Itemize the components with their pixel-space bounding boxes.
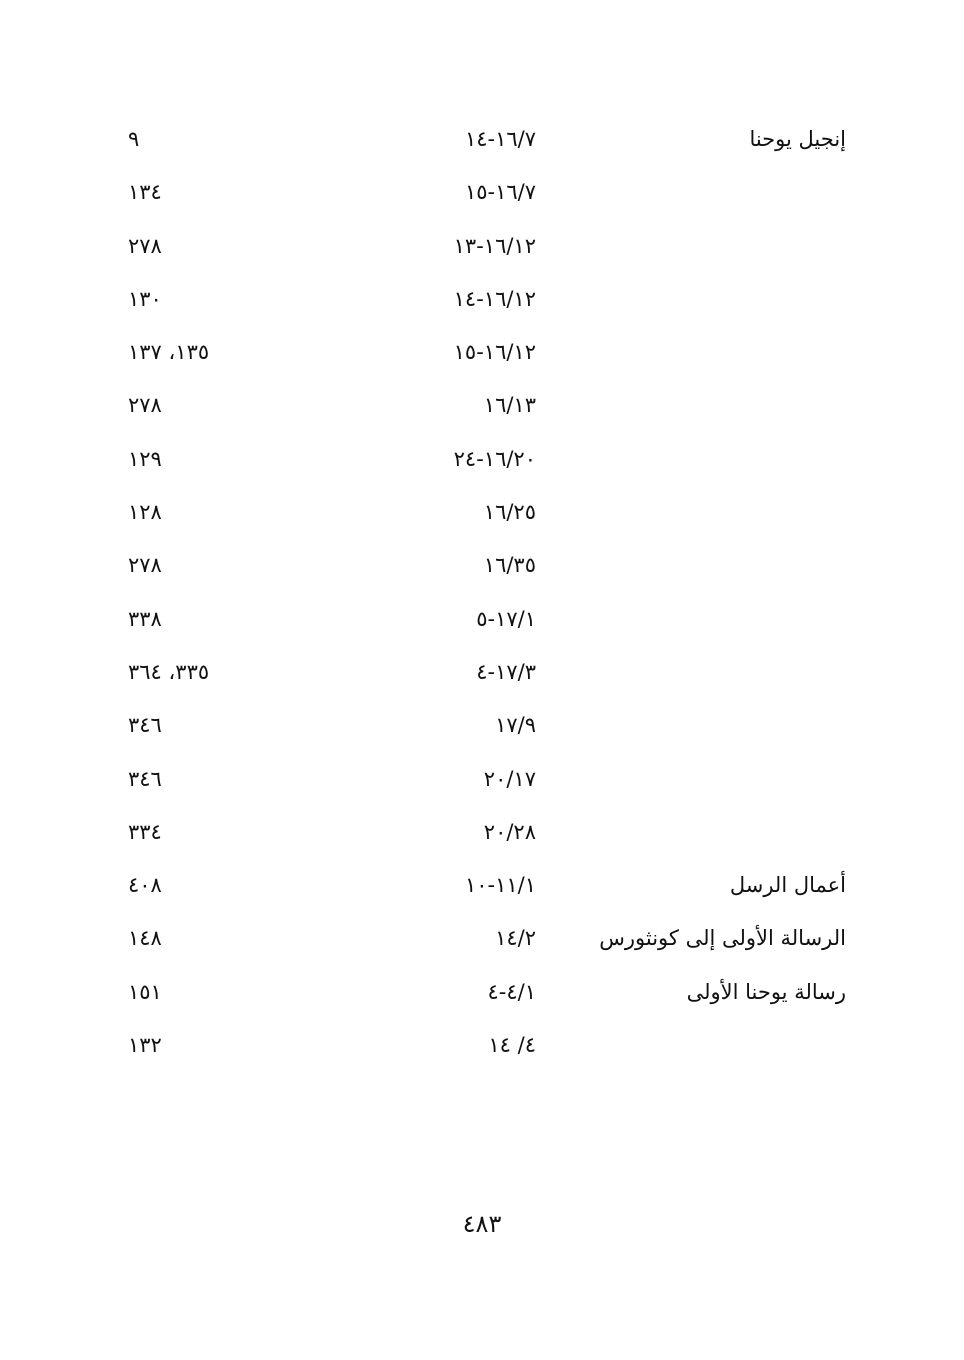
index-row [0, 166, 964, 219]
index-row [0, 326, 964, 379]
verse-reference: ١١/١-١٠ [464, 873, 536, 898]
verse-reference: ٢٠/٢٨ [483, 819, 536, 844]
page-references: ٢٧٨ [128, 393, 162, 418]
index-row [0, 539, 964, 592]
book-name: إنجيل يوحنا [749, 127, 846, 151]
page-references: ١٢٩ [128, 446, 162, 471]
page-references: ٢٧٨ [128, 233, 162, 258]
verse-reference: ١٦/٧-١٤ [464, 127, 536, 151]
book-name [546, 806, 846, 859]
verse-reference: ١٦/٣٥ [483, 553, 536, 578]
index-row [0, 859, 964, 912]
book-name [546, 326, 846, 379]
page-references: ١٤٨ [128, 926, 162, 951]
page-references: ٩ [128, 127, 140, 151]
page-references: ١٣٠ [128, 286, 162, 311]
index-row [0, 1019, 964, 1072]
book-name [546, 166, 846, 219]
book-name [546, 699, 846, 752]
book-name [546, 273, 846, 326]
book-name: رسالة يوحنا الأولى [686, 979, 846, 1004]
verse-reference: ١٦/١٢-١٥ [453, 340, 536, 365]
index-row [0, 220, 964, 273]
book-name: الرسالة الأولى إلى كونثورس [599, 926, 846, 951]
verse-reference: ٢٠/١٧ [483, 766, 536, 791]
page-references: ٢٧٨ [128, 553, 162, 578]
page-references: ٣٤٦ [128, 713, 162, 738]
index-row [0, 699, 964, 752]
book-name [546, 379, 846, 432]
index-row [0, 593, 964, 646]
index-row [0, 753, 964, 806]
index-row [0, 379, 964, 432]
index-row [0, 486, 964, 539]
book-name [546, 593, 846, 646]
page-references: ١٢٨ [128, 500, 162, 525]
book-name [546, 646, 846, 699]
book-name [546, 1019, 846, 1072]
book-name [546, 433, 846, 486]
verse-reference: ١٦/١٢-١٤ [453, 286, 536, 311]
index-row [0, 433, 964, 486]
verse-reference: ١٧/٣-٤ [476, 659, 536, 684]
verse-reference: ١٦/٧-١٥ [464, 180, 536, 205]
verse-reference: ١٤/٢ [495, 926, 536, 951]
verse-reference: ١٧/١-٥ [476, 606, 536, 631]
book-name [546, 753, 846, 806]
verse-reference: ١٦/١٢-١٣ [453, 233, 536, 258]
page-references: ١٥١ [128, 979, 162, 1004]
index-row [0, 806, 964, 859]
verse-reference: ٤/١-٤ [487, 979, 536, 1004]
scripture-index-table [0, 113, 964, 1072]
page-number: ٤٨٣ [462, 1210, 502, 1238]
book-name [546, 486, 846, 539]
page-references: ٤٠٨ [128, 873, 162, 898]
index-row [0, 966, 964, 1019]
page-references: ١٣٤ [128, 180, 162, 205]
page-references: ٣٣٥، ٣٦٤ [128, 659, 210, 684]
verse-reference: ١٦/٢٠-٢٤ [453, 446, 536, 471]
page-references: ٣٣٨ [128, 606, 162, 631]
verse-reference: ١٦/٢٥ [483, 500, 536, 525]
verse-reference: ١٧/٩ [495, 713, 536, 738]
page-references: ١٣٥، ١٣٧ [128, 340, 210, 365]
index-row [0, 273, 964, 326]
book-name [546, 220, 846, 273]
index-row [0, 113, 964, 166]
index-row [0, 912, 964, 965]
book-name [546, 539, 846, 592]
book-name: أعمال الرسل [729, 873, 846, 898]
page-references: ١٣٢ [128, 1033, 162, 1058]
index-row [0, 646, 964, 699]
verse-reference: ٤/ ١٤ [488, 1033, 536, 1058]
verse-reference: ١٦/١٣ [483, 393, 536, 418]
page-references: ٣٣٤ [128, 819, 162, 844]
page-references: ٣٤٦ [128, 766, 162, 791]
